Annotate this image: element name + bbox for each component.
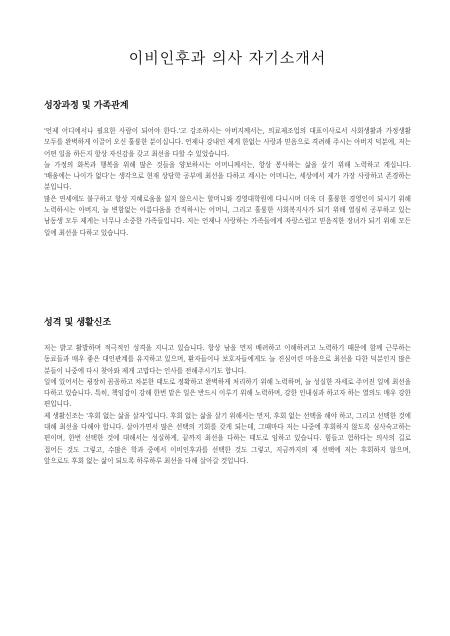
section-body [44,126,411,239]
paragraph: 저는 밝고 활발하며 적극적인 성격을 지니고 있습니다. 항상 남을 먼저 배려하고 이해하려고 노력하기 때문에 함께 근무하는 동료들과 매우 좋은 대인관계를 유지하고 있으며, 환자들이나 보호자들에게도 늘 진심어린 마음으로 최선을 다한 덕분인지 많은 분들이 나중에 다시 찾아와 제게 고맙다는 인사를 전해주시기도 합니다. [44,343,411,375]
section-personality-motto [44,317,411,467]
paragraph: 많은 연세에도 불구하고 항상 지혜로움을 잃지 않으시는 할머니와 경영대학원에 다니시며 더욱 더 훌륭한 경영인이 되시기 위해 노력하시는 아버지, 늘 변함없는 아름다움을 간직하시는 어머니, 그리고 훌륭한 사회복지사가 되기 위해 열심히 공부하고 있는 남동생 모두 제게는 너무나 소중한 가족들입니다. 저는 언제나 사랑하는 가족들에게 자랑스럽고 믿음직한 장녀가 되기 위해 모든 일에 최선을 다하고 있습니다. [44,194,411,237]
paragraph: '언제 어디에서나 필요한 사람이 되어야 한다.'고 강조하시는 아버지께서는, 의료제조업의 대표이사로서 사회생활과 가정생활 모두를 완벽하게 이끌어 오신 훌륭한 분이십니다. 언제나 강내인 제게 한없는 사랑과 믿음으로 격려해 주시는 아버지 덕분에, 저는 어떤 일을 하든지 항상 자신감을 갖고 최선을 다할 수 있었습니다. [44,127,411,158]
paragraph: 일에 있어서는 굉장히 꼼꼼하고 차분한 태도로 정확하고 완벽하게 처리하기 위해 노력하며, 늘 성실한 자세로 주어진 일에 최선을 다하고 있습니다. 특히, 책임감이 강해 한번 맡은 일은 반드시 이루기 위해 노력하며, 강한 인내심과 하고자 하는 열의도 매우 강한 편입니다. [44,377,411,409]
section-body [44,343,411,467]
section-heading: 성장과정 및 가족관계 [44,101,129,111]
paragraph: 늘 가정의 화목과 행복을 위해 많은 것들을 양보하시는 어머니께서는, 항상 봉사하는 삶을 살기 위해 노력하고 계십니다. '배움에는 나이가 없다'는 생각으로 현재 상담학 공부에 최선을 다하고 계시는 어머니는, 세상에서 제가 가장 사랑하고 존경하는 분입니다. [44,160,411,192]
section-heading: 성격 및 생활신조 [44,317,112,328]
document-title: 이비인후과 의사 자기소개서 [128,49,327,67]
section-growth-family [44,100,411,239]
paragraph: 제 생활신조는 '후회 없는 삶을 살자'입니다. 후회 없는 삶을 살기 위해서는 먼저, 후회 없는 선택을 해야 하고, 그리고 선택한 것에 대해 최선을 다해야 합니다. 살아가면서 많은 선택의 기회를 갖게 되는데, 그때마다 저는 나중에 후회하지 않도록 심사숙고하는 편이며, 한번 선택한 것에 대해서는 성실하게, 끝까지 최선을 다하는 태도로 임하고 있습니다. 힘들고 험하다는 의사의 길로 접어든 것도 그렇고, 수많은 학과 중에서 이비인후과를 선택한 것도 그렇고, 지금까지의 제 선택에 저는 후회하지 않으며, 앞으로도 후회 없는 삶이 되도록 하루하루 최선을 다해 살아갈 것입니다. [44,411,411,465]
